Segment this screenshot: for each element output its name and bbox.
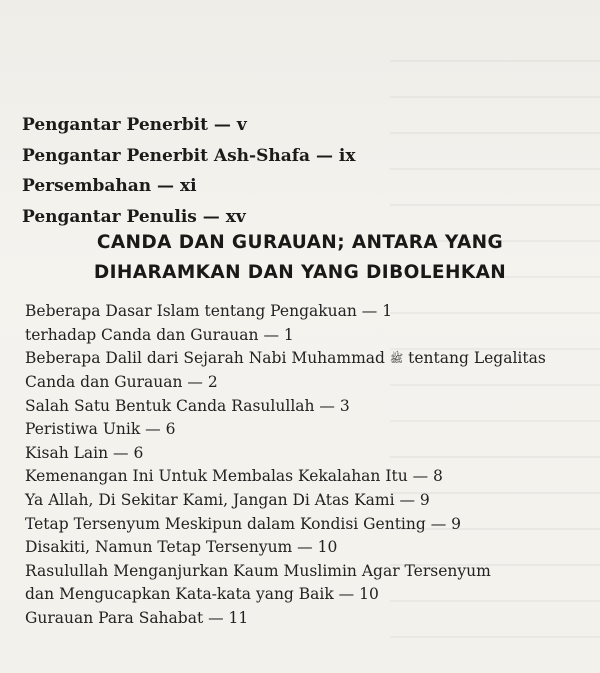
toc-entry: Tetap Tersenyum Meskipun dalam Kondisi Genting — 9 — [25, 514, 462, 533]
toc-entry: terhadap Canda dan Gurauan — 1 — [25, 325, 294, 344]
toc-entry: Peristiwa Unik — 6 — [25, 420, 176, 439]
salawat-seal-icon: ﷺ — [389, 352, 404, 366]
toc-entry: Disakiti, Namun Tetap Tersenyum — 10 — [25, 538, 338, 557]
toc-entry: Kemenangan Ini Untuk Membalas Kekalahan Itu — 8 — [25, 467, 443, 486]
front-matter-item: Pengantar Penerbit Ash-Shafa — ix — [22, 145, 356, 166]
toc-entry-text-tail: tentang Legalitas — [408, 349, 546, 368]
section-title-line-2: DIHARAMKAN DAN YANG DIBOLEHKAN — [93, 262, 507, 283]
toc-entry: Canda dan Gurauan — 2 — [25, 372, 218, 391]
toc-entry: Ya Allah, Di Sekitar Kami, Jangan Di Atas Kami — 9 — [25, 490, 430, 509]
section-title-line-1: CANDA DAN GURAUAN; ANTARA YANG — [96, 232, 504, 253]
toc-entry: Beberapa Dasar Islam tentang Pengakuan — 1 — [25, 302, 393, 320]
front-matter-list — [22, 110, 582, 232]
toc-entry-text: Beberapa Dalil dari Sejarah Nabi Muhammad — [25, 349, 385, 368]
front-matter-item: Pengantar Penerbit — v — [22, 115, 247, 135]
toc-list — [25, 300, 585, 631]
toc-entry: dan Mengucapkan Kata-kata yang Baik — 10 — [25, 585, 379, 604]
toc-entry — [25, 347, 585, 371]
toc-entry: Kisah Lain — 6 — [25, 443, 144, 462]
toc-entry: Gurauan Para Sahabat — 11 — [25, 608, 249, 627]
toc-entry: Rasulullah Menganjurkan Kaum Muslimin Agar Tersenyum — [25, 561, 491, 580]
toc-entry: Salah Satu Bentuk Canda Rasulullah — 3 — [25, 396, 350, 415]
front-matter-item: Persembahan — xi — [22, 176, 197, 196]
front-matter-item: Pengantar Penulis — xv — [22, 206, 246, 227]
